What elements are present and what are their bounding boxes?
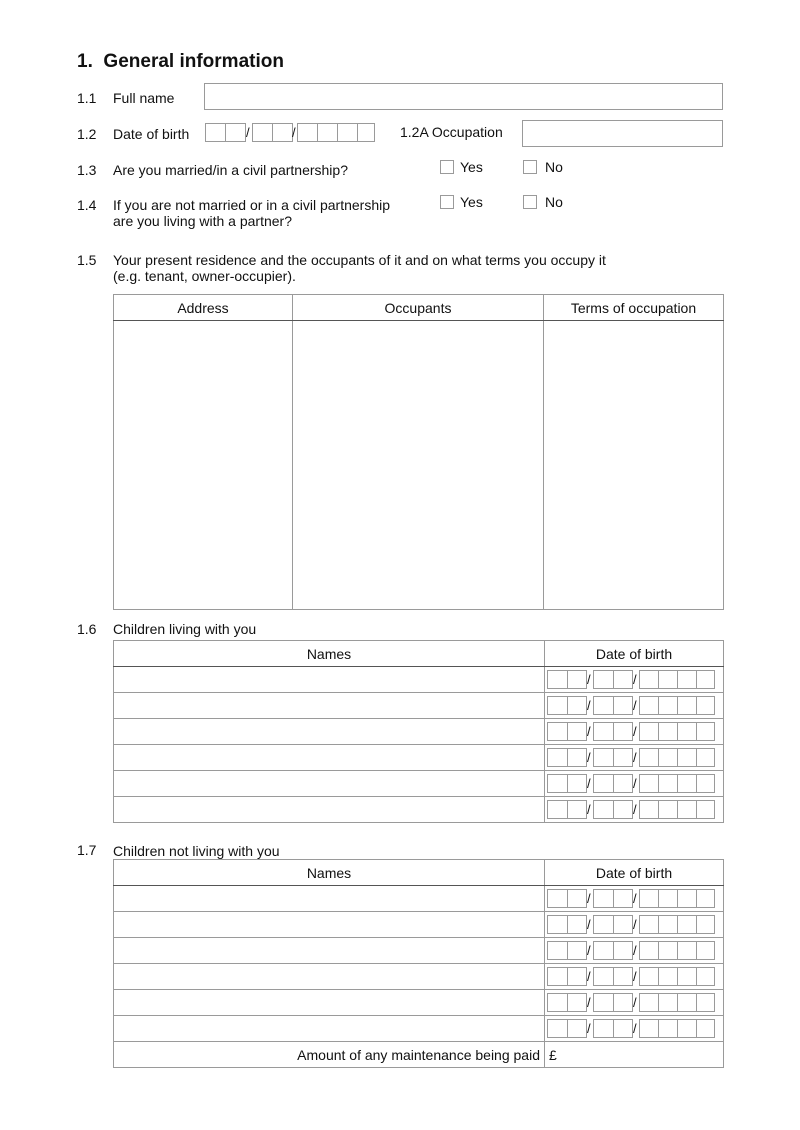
table-row xyxy=(114,667,724,693)
full-name-input[interactable] xyxy=(204,83,723,110)
dob-day-digit[interactable] xyxy=(547,915,568,934)
date-separator: / xyxy=(633,776,637,791)
dob-year-digit[interactable] xyxy=(658,748,678,767)
dob-year-digit[interactable] xyxy=(677,967,697,986)
date-separator: / xyxy=(633,969,637,984)
dob-day-digit[interactable] xyxy=(567,915,587,934)
residence-table-header xyxy=(114,295,724,321)
child-date-of-birth-input[interactable] xyxy=(547,800,717,819)
children-not-living-label: Children not living with you xyxy=(113,843,280,859)
dob-year-digit[interactable] xyxy=(677,800,697,819)
dob-year-digit[interactable] xyxy=(639,696,659,715)
dob-month-digit[interactable] xyxy=(613,670,633,689)
dob-year-digit[interactable] xyxy=(639,993,659,1012)
partner-question-line1: If you are not married or in a civil partnership xyxy=(113,197,391,213)
dob-month-digit[interactable] xyxy=(272,123,293,142)
child-name-cell[interactable] xyxy=(114,964,545,990)
names-column-header: Names xyxy=(114,860,545,886)
child-date-of-birth-input[interactable] xyxy=(547,915,717,934)
child-date-of-birth-input[interactable] xyxy=(547,670,717,689)
child-dob-cell xyxy=(545,771,724,797)
dob-year-digit[interactable] xyxy=(639,889,659,908)
date-of-birth-input[interactable] xyxy=(205,123,375,142)
partner-no-label: No xyxy=(545,194,563,210)
dob-day-digit[interactable] xyxy=(567,722,587,741)
child-name-cell[interactable] xyxy=(114,771,545,797)
dob-column-header: Date of birth xyxy=(545,860,724,886)
dob-year-digit[interactable] xyxy=(677,915,697,934)
q1-5-number: 1.5 xyxy=(77,252,97,268)
child-name-cell[interactable] xyxy=(114,719,545,745)
dob-year-digit[interactable] xyxy=(658,941,678,960)
child-date-of-birth-input[interactable] xyxy=(547,748,717,767)
table-row xyxy=(114,964,724,990)
section-title: General information xyxy=(103,51,284,72)
dob-year-digit[interactable] xyxy=(677,696,697,715)
partner-yes-label: Yes xyxy=(460,194,483,210)
dob-month-digit[interactable] xyxy=(593,696,614,715)
section-number: 1. xyxy=(77,51,93,72)
dob-day-digit[interactable] xyxy=(567,696,587,715)
child-name-cell[interactable] xyxy=(114,1016,545,1042)
dob-year-digit[interactable] xyxy=(696,993,715,1012)
date-separator: / xyxy=(633,1021,637,1036)
child-dob-cell xyxy=(545,745,724,771)
child-date-of-birth-input[interactable] xyxy=(547,1019,717,1038)
dob-year-digit[interactable] xyxy=(658,800,678,819)
child-date-of-birth-input[interactable] xyxy=(547,993,717,1012)
dob-month-digit[interactable] xyxy=(613,696,633,715)
maintenance-row xyxy=(114,1042,724,1068)
dob-year-digit[interactable] xyxy=(658,889,678,908)
children-not-living-table xyxy=(113,859,724,1068)
children-living-table xyxy=(113,640,724,823)
dob-day-digit[interactable] xyxy=(567,1019,587,1038)
child-date-of-birth-input[interactable] xyxy=(547,889,717,908)
occupants-column-header: Occupants xyxy=(293,295,544,321)
dob-year-digit[interactable] xyxy=(317,123,338,142)
dob-day-digit[interactable] xyxy=(567,748,587,767)
dob-day-digit[interactable] xyxy=(567,967,587,986)
date-separator: / xyxy=(633,672,637,687)
child-date-of-birth-input[interactable] xyxy=(547,967,717,986)
currency-symbol: £ xyxy=(549,1046,557,1063)
child-name-cell[interactable] xyxy=(114,667,545,693)
children-living-label: Children living with you xyxy=(113,621,257,637)
dob-month-digit[interactable] xyxy=(593,774,614,793)
dob-year-digit[interactable] xyxy=(639,941,659,960)
child-name-cell[interactable] xyxy=(114,886,545,912)
child-dob-cell xyxy=(545,886,724,912)
dob-month-digit[interactable] xyxy=(613,800,633,819)
dob-day-digit[interactable] xyxy=(567,774,587,793)
residence-question-line2: (e.g. tenant, owner-occupier). xyxy=(113,268,296,284)
q1-2-number: 1.2 xyxy=(77,126,97,142)
dob-month-digit[interactable] xyxy=(252,123,273,142)
date-of-birth-label: Date of birth xyxy=(113,126,190,142)
date-separator: / xyxy=(587,672,591,687)
child-dob-cell xyxy=(545,693,724,719)
dob-year-digit[interactable] xyxy=(658,774,678,793)
occupation-input[interactable] xyxy=(522,120,723,147)
married-yes-label: Yes xyxy=(460,159,483,175)
q1-4-number: 1.4 xyxy=(77,197,97,213)
dob-year-digit[interactable] xyxy=(297,123,318,142)
date-separator: / xyxy=(587,1021,591,1036)
married-no-checkbox[interactable] xyxy=(523,160,537,174)
dob-year-digit[interactable] xyxy=(658,670,678,689)
married-question: Are you married/in a civil partnership? xyxy=(113,162,348,178)
dob-year-digit[interactable] xyxy=(696,941,715,960)
dob-year-digit[interactable] xyxy=(658,722,678,741)
dob-day-digit[interactable] xyxy=(547,670,568,689)
dob-year-digit[interactable] xyxy=(337,123,358,142)
dob-year-digit[interactable] xyxy=(677,722,697,741)
partner-yes-checkbox[interactable] xyxy=(440,195,454,209)
child-name-cell[interactable] xyxy=(114,693,545,719)
dob-month-digit[interactable] xyxy=(613,993,633,1012)
q1-7-number: 1.7 xyxy=(77,842,97,858)
dob-month-digit[interactable] xyxy=(593,670,614,689)
dob-year-digit[interactable] xyxy=(696,722,715,741)
dob-day-digit[interactable] xyxy=(547,748,568,767)
dob-day-digit[interactable] xyxy=(547,889,568,908)
child-dob-cell xyxy=(545,990,724,1016)
child-dob-cell xyxy=(545,964,724,990)
table-row xyxy=(114,990,724,1016)
dob-month-digit[interactable] xyxy=(613,941,633,960)
dob-day-digit[interactable] xyxy=(567,800,587,819)
dob-day-digit[interactable] xyxy=(225,123,246,142)
child-dob-cell xyxy=(545,667,724,693)
residence-table-row xyxy=(114,321,724,610)
dob-day-digit[interactable] xyxy=(547,800,568,819)
maintenance-label: Amount of any maintenance being paid xyxy=(114,1042,545,1068)
dob-year-digit[interactable] xyxy=(696,1019,715,1038)
table-row xyxy=(114,771,724,797)
dob-year-digit[interactable] xyxy=(696,774,715,793)
dob-column-header: Date of birth xyxy=(545,641,724,667)
section-heading xyxy=(77,51,284,73)
dob-month-digit[interactable] xyxy=(613,915,633,934)
child-dob-cell xyxy=(545,719,724,745)
date-separator: / xyxy=(246,125,250,140)
partner-no-checkbox[interactable] xyxy=(523,195,537,209)
dob-month-digit[interactable] xyxy=(593,993,614,1012)
dob-month-digit[interactable] xyxy=(613,967,633,986)
terms-cell[interactable] xyxy=(544,321,724,610)
table-row xyxy=(114,719,724,745)
dob-month-digit[interactable] xyxy=(613,748,633,767)
dob-year-digit[interactable] xyxy=(658,1019,678,1038)
date-separator: / xyxy=(633,917,637,932)
dob-year-digit[interactable] xyxy=(696,915,715,934)
child-name-cell[interactable] xyxy=(114,912,545,938)
terms-column-header: Terms of occupation xyxy=(544,295,724,321)
full-name-label: Full name xyxy=(113,90,175,106)
dob-day-digit[interactable] xyxy=(567,670,587,689)
child-name-cell[interactable] xyxy=(114,938,545,964)
dob-month-digit[interactable] xyxy=(613,1019,633,1038)
maintenance-amount-input[interactable] xyxy=(545,1042,724,1068)
date-separator: / xyxy=(587,724,591,739)
date-separator: / xyxy=(633,724,637,739)
dob-year-digit[interactable] xyxy=(696,696,715,715)
table-row xyxy=(114,912,724,938)
date-separator: / xyxy=(587,802,591,817)
table-row xyxy=(114,1016,724,1042)
children-not-living-header xyxy=(114,860,724,886)
dob-year-digit[interactable] xyxy=(639,670,659,689)
child-name-cell[interactable] xyxy=(114,797,545,823)
address-cell[interactable] xyxy=(114,321,293,610)
occupation-label: 1.2A Occupation xyxy=(400,124,503,140)
date-separator: / xyxy=(587,698,591,713)
dob-month-digit[interactable] xyxy=(593,941,614,960)
date-separator: / xyxy=(633,698,637,713)
dob-year-digit[interactable] xyxy=(658,696,678,715)
date-separator: / xyxy=(587,776,591,791)
dob-year-digit[interactable] xyxy=(696,670,715,689)
dob-year-digit[interactable] xyxy=(639,748,659,767)
date-separator: / xyxy=(633,891,637,906)
date-separator: / xyxy=(587,995,591,1010)
child-date-of-birth-input[interactable] xyxy=(547,722,717,741)
dob-year-digit[interactable] xyxy=(677,993,697,1012)
child-date-of-birth-input[interactable] xyxy=(547,774,717,793)
dob-day-digit[interactable] xyxy=(547,774,568,793)
dob-day-digit[interactable] xyxy=(547,941,568,960)
child-dob-cell xyxy=(545,797,724,823)
dob-month-digit[interactable] xyxy=(593,889,614,908)
dob-year-digit[interactable] xyxy=(658,993,678,1012)
date-separator: / xyxy=(587,969,591,984)
dob-day-digit[interactable] xyxy=(567,993,587,1012)
children-living-rows xyxy=(114,667,724,823)
date-separator: / xyxy=(633,802,637,817)
child-dob-cell xyxy=(545,938,724,964)
dob-year-digit[interactable] xyxy=(677,670,697,689)
occupants-cell[interactable] xyxy=(293,321,544,610)
child-date-of-birth-input[interactable] xyxy=(547,941,717,960)
date-separator: / xyxy=(587,891,591,906)
dob-year-digit[interactable] xyxy=(696,800,715,819)
q1-3-number: 1.3 xyxy=(77,162,97,178)
dob-day-digit[interactable] xyxy=(547,1019,568,1038)
dob-month-digit[interactable] xyxy=(613,889,633,908)
dob-month-digit[interactable] xyxy=(593,800,614,819)
dob-year-digit[interactable] xyxy=(658,915,678,934)
dob-year-digit[interactable] xyxy=(677,941,697,960)
dob-year-digit[interactable] xyxy=(357,123,375,142)
q1-1-number: 1.1 xyxy=(77,90,97,106)
dob-day-digit[interactable] xyxy=(547,993,568,1012)
child-date-of-birth-input[interactable] xyxy=(547,696,717,715)
date-separator: / xyxy=(587,943,591,958)
dob-month-digit[interactable] xyxy=(613,774,633,793)
dob-year-digit[interactable] xyxy=(639,1019,659,1038)
child-dob-cell xyxy=(545,912,724,938)
partner-question-line2: are you living with a partner? xyxy=(113,213,292,229)
child-name-cell[interactable] xyxy=(114,745,545,771)
dob-year-digit[interactable] xyxy=(639,967,659,986)
married-yes-checkbox[interactable] xyxy=(440,160,454,174)
dob-month-digit[interactable] xyxy=(593,748,614,767)
date-separator: / xyxy=(633,943,637,958)
children-not-living-rows xyxy=(114,886,724,1042)
q1-6-number: 1.6 xyxy=(77,621,97,637)
date-separator: / xyxy=(633,995,637,1010)
table-row xyxy=(114,938,724,964)
married-no-label: No xyxy=(545,159,563,175)
address-column-header: Address xyxy=(114,295,293,321)
date-separator: / xyxy=(292,125,296,140)
dob-month-digit[interactable] xyxy=(593,915,614,934)
date-separator: / xyxy=(587,750,591,765)
table-row xyxy=(114,693,724,719)
date-separator: / xyxy=(587,917,591,932)
dob-year-digit[interactable] xyxy=(639,722,659,741)
dob-year-digit[interactable] xyxy=(696,889,715,908)
dob-year-digit[interactable] xyxy=(639,915,659,934)
dob-month-digit[interactable] xyxy=(593,722,614,741)
dob-month-digit[interactable] xyxy=(593,967,614,986)
dob-month-digit[interactable] xyxy=(593,1019,614,1038)
names-column-header: Names xyxy=(114,641,545,667)
child-dob-cell xyxy=(545,1016,724,1042)
table-row xyxy=(114,745,724,771)
residence-question-line1: Your present residence and the occupants of it and on what terms you occupy it xyxy=(113,252,606,268)
dob-year-digit[interactable] xyxy=(658,967,678,986)
children-living-header xyxy=(114,641,724,667)
dob-day-digit[interactable] xyxy=(567,889,587,908)
dob-year-digit[interactable] xyxy=(696,748,715,767)
dob-day-digit[interactable] xyxy=(547,722,568,741)
dob-year-digit[interactable] xyxy=(677,748,697,767)
dob-year-digit[interactable] xyxy=(639,800,659,819)
dob-month-digit[interactable] xyxy=(613,722,633,741)
dob-day-digit[interactable] xyxy=(547,696,568,715)
table-row xyxy=(114,886,724,912)
table-row xyxy=(114,797,724,823)
dob-year-digit[interactable] xyxy=(696,967,715,986)
dob-year-digit[interactable] xyxy=(677,774,697,793)
date-separator: / xyxy=(633,750,637,765)
dob-day-digit[interactable] xyxy=(567,941,587,960)
dob-year-digit[interactable] xyxy=(677,889,697,908)
dob-day-digit[interactable] xyxy=(547,967,568,986)
dob-day-digit[interactable] xyxy=(205,123,226,142)
residence-table xyxy=(113,294,724,610)
child-name-cell[interactable] xyxy=(114,990,545,1016)
dob-year-digit[interactable] xyxy=(639,774,659,793)
dob-year-digit[interactable] xyxy=(677,1019,697,1038)
